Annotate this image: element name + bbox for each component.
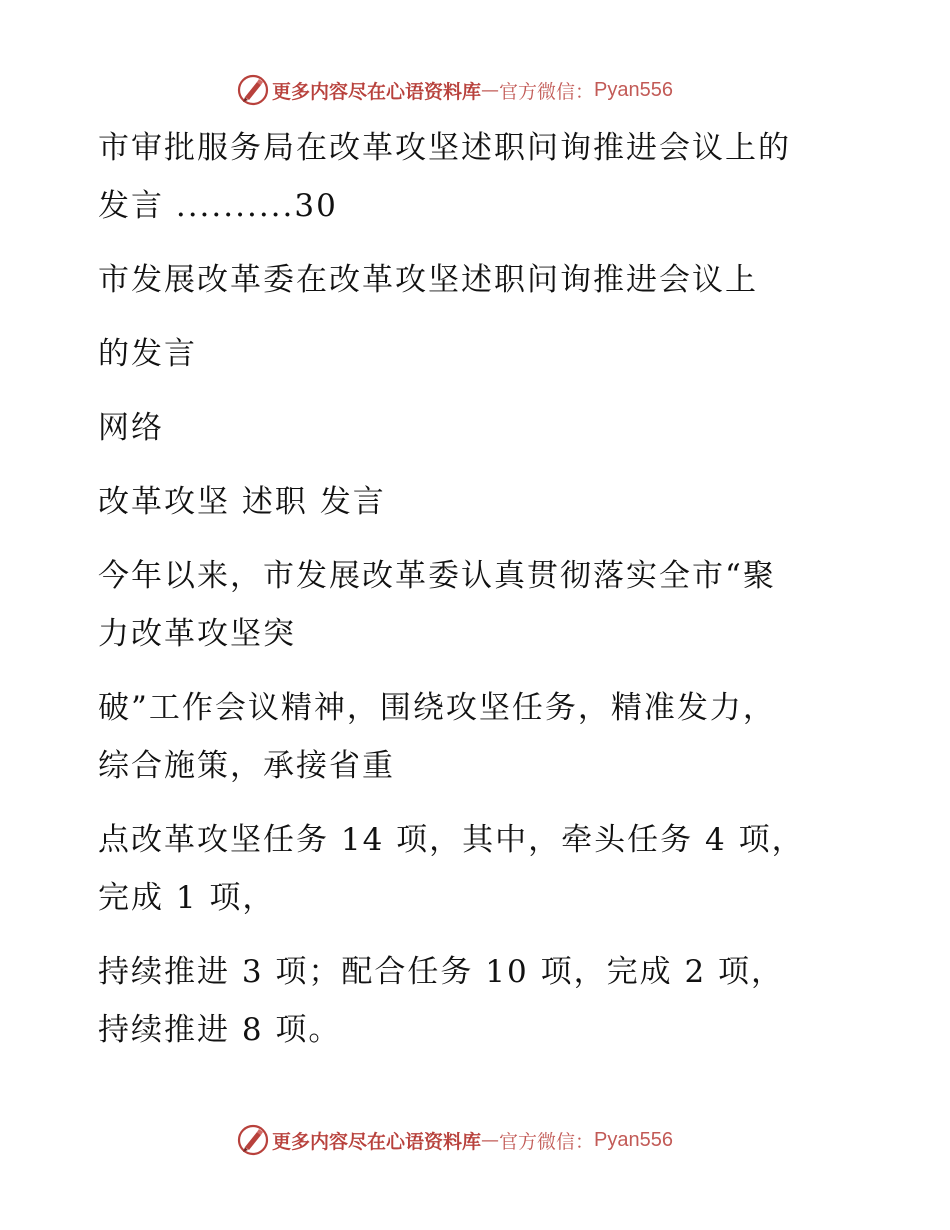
watermark-main-text: 更多内容尽在心语资料库 bbox=[272, 80, 482, 103]
body-line: 网络 bbox=[98, 410, 164, 446]
body-line: 破”工作会议精神，围绕攻坚任务，精准发力， bbox=[98, 690, 776, 726]
body-line: 点改革攻坚任务 14 项，其中，牵头任务 4 项， bbox=[98, 822, 805, 858]
watermark-main-text: 更多内容尽在心语资料库 bbox=[272, 1130, 482, 1153]
watermark-wechat-id: Pyan556 bbox=[594, 1128, 673, 1151]
body-line: 今年以来，市发展改革委认真贯彻落实全市“聚 bbox=[98, 558, 776, 594]
body-line: 的发言 bbox=[98, 336, 197, 372]
watermark-separator: — bbox=[481, 79, 500, 101]
header-watermark bbox=[236, 73, 673, 107]
footer-watermark bbox=[236, 1123, 673, 1157]
body-line: 市发展改革委在改革攻坚述职问询推进会议上 bbox=[98, 262, 758, 298]
pen-logo-icon bbox=[236, 1123, 270, 1157]
body-line: 市审批服务局在改革攻坚述职问询推进会议上的 bbox=[98, 130, 791, 166]
body-line: 完成 1 项， bbox=[98, 880, 276, 916]
watermark-wechat-label: 官方微信： bbox=[499, 1130, 595, 1153]
body-line: 持续推进 8 项。 bbox=[98, 1012, 342, 1048]
body-line: 发言 ..........30 bbox=[98, 188, 338, 224]
pen-logo-icon bbox=[236, 73, 270, 107]
body-line: 持续推进 3 项；配合任务 10 项，完成 2 项， bbox=[98, 954, 785, 990]
body-line: 综合施策，承接省重 bbox=[98, 748, 395, 784]
watermark-separator: — bbox=[481, 1129, 500, 1151]
body-line: 力改革攻坚突 bbox=[98, 616, 296, 652]
watermark-wechat-id: Pyan556 bbox=[594, 78, 673, 101]
watermark-wechat-label: 官方微信： bbox=[499, 80, 595, 103]
body-line: 改革攻坚 述职 发言 bbox=[98, 484, 386, 520]
